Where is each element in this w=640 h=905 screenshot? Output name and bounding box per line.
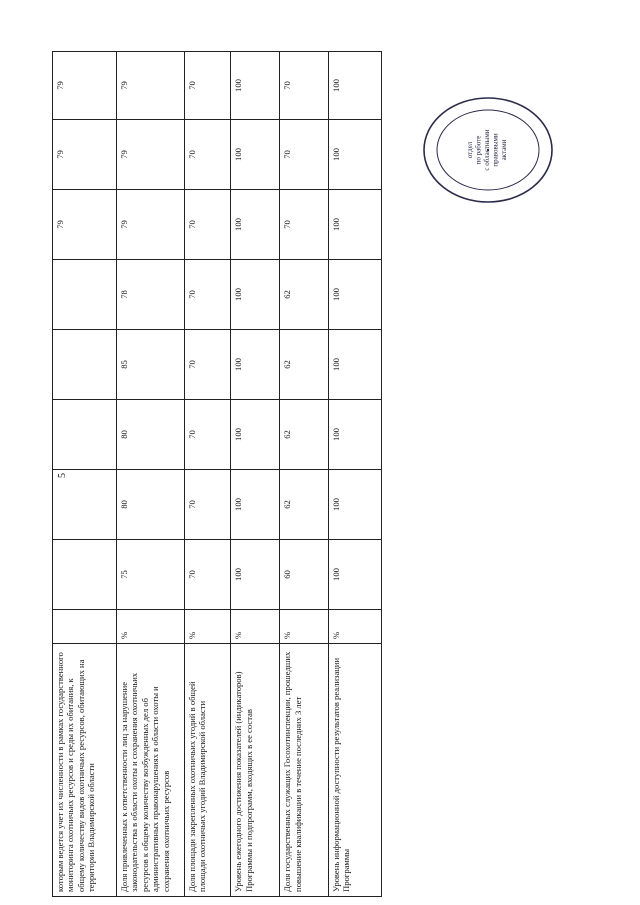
table-row [116, 52, 184, 897]
value-cell: 100 [328, 470, 381, 540]
value-cell: 60 [280, 540, 329, 610]
indicators-table-wrap [52, 52, 382, 897]
value-cell: 75 [116, 540, 184, 610]
indicator-cell: Доля привлеченных к ответственности лиц за нарушение законодательства в области охоты и сохранения охотничьих ресурсов к общему количеству возбужденных дел об административных правонарушениях в области охоты и сохранения охотничьих ресурсов [116, 644, 184, 897]
value-cell: 100 [231, 260, 280, 330]
value-cell: 70 [184, 470, 231, 540]
value-cell [53, 470, 117, 540]
indicator-cell: Уровень ежегодного достижения показателей (индикаторов) Программы и подпрограмм, входящих в ее состав [231, 644, 280, 897]
value-cell: 100 [328, 52, 381, 120]
value-cell [53, 400, 117, 470]
value-cell: 100 [328, 330, 381, 400]
unit-cell: % [280, 610, 329, 644]
table-row [184, 52, 231, 897]
value-cell: 70 [184, 330, 231, 400]
unit-cell: % [184, 610, 231, 644]
value-cell: 80 [116, 470, 184, 540]
value-cell: 100 [231, 330, 280, 400]
value-cell: 70 [280, 120, 329, 190]
indicators-table-body [53, 52, 382, 897]
unit-cell: % [328, 610, 381, 644]
value-cell: 100 [328, 540, 381, 610]
value-cell: 62 [280, 330, 329, 400]
indicator-cell: Доля государственных служащих Госохотинспекции, прошедших повышение квалификации в течение последних 3 лет [280, 644, 329, 897]
value-cell: 100 [328, 120, 381, 190]
value-cell: 78 [116, 260, 184, 330]
official-seal [419, 93, 557, 207]
value-cell [53, 540, 117, 610]
value-cell: 100 [231, 400, 280, 470]
page-number: 5 [57, 473, 68, 478]
seal-inner-line: с областными [483, 129, 491, 171]
indicator-cell: которым ведется учет их численности в рамках государственного мониторинга охотничьих ресурсов и среды их обитания, к общему количеству видов охотничьих ресурсов, обитающих на территории Владимирской области [53, 644, 117, 897]
value-cell: 79 [53, 190, 117, 260]
value-cell: 85 [116, 330, 184, 400]
value-cell: 79 [53, 120, 117, 190]
value-cell: 70 [184, 540, 231, 610]
value-cell: 100 [231, 120, 280, 190]
value-cell: 70 [280, 190, 329, 260]
value-cell: 70 [184, 190, 231, 260]
value-cell: 79 [116, 52, 184, 120]
value-cell: 70 [184, 52, 231, 120]
indicator-cell: Уровень информационной доступности результатов реализации Программы [328, 644, 381, 897]
value-cell: 62 [280, 470, 329, 540]
value-cell: 62 [280, 260, 329, 330]
value-cell: 79 [116, 190, 184, 260]
unit-cell: % [116, 610, 184, 644]
value-cell: 100 [328, 260, 381, 330]
value-cell: 70 [184, 120, 231, 190]
seal-inner-line: отдел [466, 141, 474, 159]
table-row [231, 52, 280, 897]
table-row [280, 52, 329, 897]
unit-cell: % [231, 610, 280, 644]
seal-inner-line: правовыми [491, 133, 500, 167]
seal-inner-line: по работе [474, 135, 483, 165]
value-cell: 80 [116, 400, 184, 470]
indicators-table-rotated [52, 52, 382, 897]
value-cell: 70 [184, 260, 231, 330]
value-cell: 62 [280, 400, 329, 470]
value-cell: 79 [53, 52, 117, 120]
value-cell [53, 260, 117, 330]
value-cell: 70 [280, 52, 329, 120]
table-row [53, 52, 117, 897]
value-cell: 100 [231, 540, 280, 610]
value-cell: 100 [231, 52, 280, 120]
value-cell: 100 [328, 400, 381, 470]
value-cell [53, 330, 117, 400]
indicator-cell: Доля площади закрепленных охотничьих угодий в общей площади охотничьих угодий Владимирской области [184, 644, 231, 897]
value-cell: 100 [328, 190, 381, 260]
table-row [328, 52, 381, 897]
unit-cell [53, 610, 117, 644]
value-cell: 100 [231, 470, 280, 540]
value-cell: 100 [231, 190, 280, 260]
value-cell: 79 [116, 120, 184, 190]
value-cell: 70 [184, 400, 231, 470]
indicators-table [52, 51, 382, 897]
seal-inner-line: актами [500, 139, 508, 161]
